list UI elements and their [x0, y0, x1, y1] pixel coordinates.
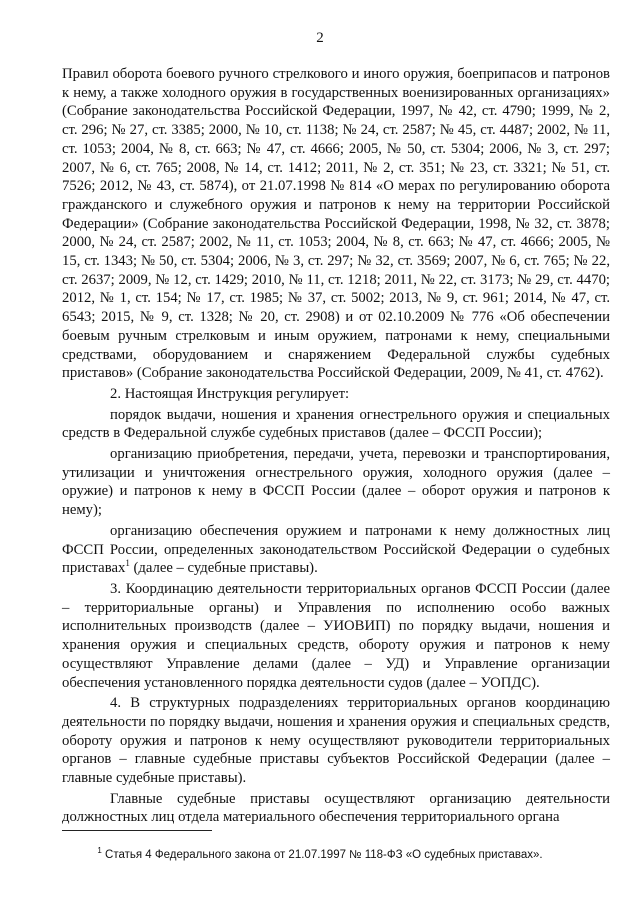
- paragraph-2: 2. Настоящая Инструкция регулирует:: [110, 385, 350, 402]
- paragraph-4: 4. В структурных подразделениях территориальных органов координацию деятельности по порядку выдачи, ношения и хранения оружия и специальных средств, обороту оружия и патронов к нему осуществляют руководители территориальных органов – главные судебные приставы субъектов Российской Федерации (далее – главные судебные приставы).: [62, 695, 610, 787]
- paragraph-intro: Правил оборота боевого ручного стрелкового и иного оружия, боеприпасов и патронов к нему, а также холодного оружия в государственных военизированных организациях» (Собрание законодательства Российской Федерации, 1997, № 42, ст. 4790; 1999, № 2, ст. 296; № 27, ст. 3385; 2000, № 10, ст. 1138; № 24, ст. 2587; № 45, ст. 4487; 2002, № 11, ст. 1053; 2004, № 8, ст. 663; № 47, ст. 4666; 2005, № 50, ст. 5304; 2006, № 3, ст. 297; 2007, № 6, ст. 765; 2008, № 14, ст. 1412; 2011, № 2, ст. 351; № 23, ст. 3321; № 51, ст. 7526; 2012, № 43, ст. 5874), от 21.07.1998 № 814 «О мерах по регулированию оборота гражданского и служебного оружия и патронов к нему на территории Российской Федерации» (Собрание законодательства Российской Федерации, 1998, № 32, ст. 3878; 2000, № 24, ст. 2587; 2002, № 11, ст. 1053; 2004, № 8, ст. 663; № 47, ст. 4666; 2005, № 15, ст. 1343; № 50, ст. 5304; 2006, № 3, ст. 297; № 32, ст. 3569; 2007, № 6, ст. 765; № 22, ст. 2637; 2009, № 12, ст. 1429; 2010, № 11, ст. 1218; 2011, № 22, ст. 3173; № 29, ст. 4470; 2012, № 1, ст. 154; № 17, ст. 1985; № 37, ст. 5002; 2013, № 9, ст. 961; 2014, № 47, ст. 6543; 2015, № 9, ст. 1328; № 20, ст. 2908) и от 02.10.2009 № 776 «Об обеспечении боевым ручным стрелковым и иным оружием, патронами к нему, специальными средствами, оборудованием и снаряжением Федеральной службы судебных приставов» (Собрание законодательства Российской Федерации, 2009, № 41, ст. 4762).: [62, 66, 610, 382]
- paragraph-3: 3. Координацию деятельности территориальных органов ФССП России (далее – территориальные органы) и Управления по исполнению особо важных исполнительных производств (далее – УИОВИП) по порядку выдачи, ношения и хранения оружия и специальных средств, обороту оружия и патронов к нему осуществляют Управление делами (далее – УД) и Управление организации обеспечения установленного порядка деятельности судов (далее – УОПДС).: [62, 580, 610, 691]
- paragraph-2c-tail: (далее – судебные приставы).: [129, 560, 318, 577]
- paragraph-2c-text: организацию обеспечения оружием и патронами к нему должностных лиц ФССП России, определенных законодательством Российской Федерации о судебных приставах: [62, 522, 610, 577]
- footnote-text: Статья 4 Федерального закона от 21.07.1997 № 118-ФЗ «О судебных приставах».: [101, 849, 543, 861]
- document-body: [62, 65, 610, 827]
- page-number: 2: [316, 30, 324, 46]
- paragraph-2b: организацию приобретения, передачи, учета, перевозки и транспортирования, утилизации и уничтожения огнестрельного оружия, холодного оружия (далее – оружие) и патронов к нему в ФССП России (далее – оборот оружия и патронов к нему);: [62, 446, 610, 519]
- paragraph-2a: порядок выдачи, ношения и хранения огнестрельного оружия и специальных средств в Федеральной службе судебных приставов (далее – ФССП России);: [62, 406, 610, 442]
- paragraph-5: Главные судебные приставы осуществляют организацию деятельности должностных лиц отдела материального обеспечения территориального органа: [62, 790, 610, 826]
- footnote: [0, 846, 640, 861]
- paragraph-2c: [62, 522, 610, 578]
- footnote-divider: [62, 830, 212, 831]
- footnote-reference: 1: [125, 558, 130, 569]
- footnote-mark: 1: [97, 846, 102, 856]
